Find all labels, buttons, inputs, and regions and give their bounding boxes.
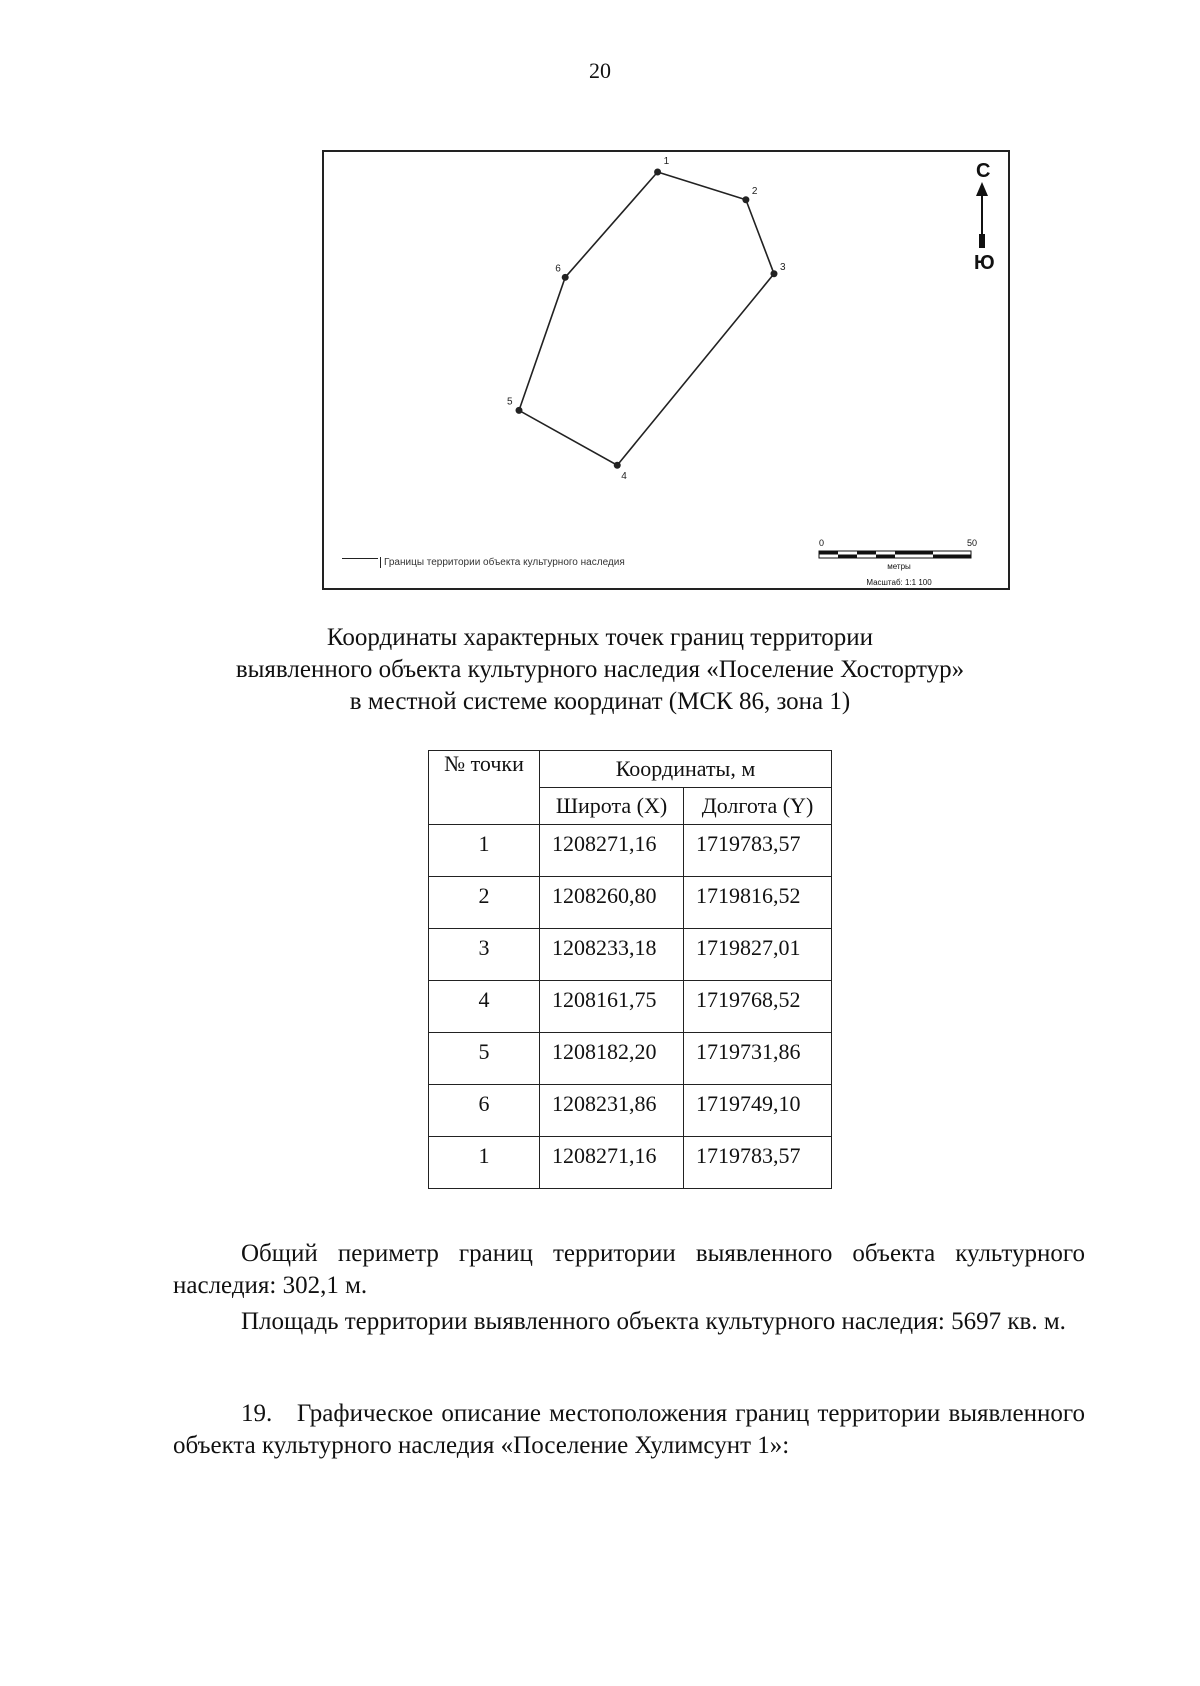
boundary-point bbox=[742, 196, 749, 203]
compass-south-label: Ю bbox=[974, 252, 995, 274]
scale-zero-label: 0 bbox=[819, 538, 825, 548]
table-row bbox=[429, 929, 832, 981]
table-row bbox=[429, 981, 832, 1033]
table-title-line: в местной системе координат (МСК 86, зона 1) bbox=[349, 688, 851, 715]
table-title bbox=[0, 622, 1200, 718]
cell-latitude: 1208260,80 bbox=[540, 877, 684, 929]
boundary-point-label: 5 bbox=[507, 396, 513, 408]
legend-label: Границы территории объекта культурного наследия bbox=[380, 557, 625, 568]
boundary-point-label: 1 bbox=[663, 156, 670, 167]
cell-latitude: 1208161,75 bbox=[540, 981, 684, 1033]
scale-bar bbox=[819, 551, 971, 558]
table-title-line: выявленного объекта культурного наследия «Поселение Хостортур» bbox=[235, 656, 965, 683]
scale-unit-label: метры bbox=[887, 562, 911, 571]
cell-point-number: 5 bbox=[429, 1033, 540, 1085]
boundary-point-label: 2 bbox=[751, 185, 758, 197]
cell-latitude: 1208231,86 bbox=[540, 1085, 684, 1137]
legend-line-icon bbox=[342, 558, 378, 559]
boundary-point bbox=[771, 270, 778, 277]
cell-longitude: 1719816,52 bbox=[684, 877, 832, 929]
area-paragraph: Площадь территории выявленного объекта культурного наследия: 5697 кв. м. bbox=[241, 1308, 1066, 1335]
section-text: Графическое описание местоположения границ территории выявленного объекта культурного наследия «Поселение Хулимсунт 1»: bbox=[173, 1400, 1085, 1459]
cell-point-number: 3 bbox=[429, 929, 540, 981]
boundary-point-label: 4 bbox=[621, 471, 627, 483]
boundary-map bbox=[322, 150, 1010, 590]
scale-caption: Масштаб: 1:1 100 bbox=[866, 578, 932, 587]
cell-longitude: 1719749,10 bbox=[684, 1085, 832, 1137]
cell-latitude: 1208271,16 bbox=[540, 1137, 684, 1189]
boundary-point bbox=[516, 407, 523, 414]
header-point-number: № точки bbox=[429, 751, 540, 825]
compass-north-label: С bbox=[976, 160, 991, 182]
boundary-point bbox=[614, 462, 621, 469]
cell-point-number: 1 bbox=[429, 1137, 540, 1189]
table-row bbox=[429, 1085, 832, 1137]
scale-max-label: 50 bbox=[967, 538, 978, 548]
cell-point-number: 4 bbox=[429, 981, 540, 1033]
boundary-polygon bbox=[519, 172, 774, 465]
cell-point-number: 2 bbox=[429, 877, 540, 929]
table-row bbox=[429, 1033, 832, 1085]
table-row bbox=[429, 825, 832, 877]
section-number: 19. bbox=[241, 1400, 273, 1427]
map-canvas bbox=[324, 152, 1008, 588]
cell-longitude: 1719827,01 bbox=[684, 929, 832, 981]
boundary-point-label: 3 bbox=[780, 261, 786, 273]
cell-point-number: 6 bbox=[429, 1085, 540, 1137]
north-arrow-icon bbox=[976, 182, 988, 248]
header-latitude: Широта (X) bbox=[540, 788, 684, 825]
cell-point-number: 1 bbox=[429, 825, 540, 877]
table-title-line: Координаты характерных точек границ территории bbox=[326, 624, 874, 651]
cell-longitude: 1719783,57 bbox=[684, 825, 832, 877]
map-legend bbox=[342, 557, 625, 568]
table-row bbox=[429, 1137, 832, 1189]
header-coordinates: Координаты, м bbox=[540, 751, 832, 788]
header-longitude: Долгота (Y) bbox=[684, 788, 832, 825]
cell-latitude: 1208271,16 bbox=[540, 825, 684, 877]
page-number: 20 bbox=[589, 58, 611, 83]
cell-longitude: 1719783,57 bbox=[684, 1137, 832, 1189]
perimeter-paragraph: Общий периметр границ территории выявленного объекта культурного наследия: 302,1 м. bbox=[173, 1240, 1085, 1299]
cell-latitude: 1208182,20 bbox=[540, 1033, 684, 1085]
cell-longitude: 1719768,52 bbox=[684, 981, 832, 1033]
boundary-point bbox=[654, 169, 661, 176]
boundary-point bbox=[562, 274, 569, 281]
coordinates-table bbox=[428, 750, 832, 1189]
cell-latitude: 1208233,18 bbox=[540, 929, 684, 981]
cell-longitude: 1719731,86 bbox=[684, 1033, 832, 1085]
section-paragraph bbox=[173, 1398, 1085, 1462]
table-row bbox=[429, 877, 832, 929]
boundary-point-label: 6 bbox=[555, 263, 561, 275]
